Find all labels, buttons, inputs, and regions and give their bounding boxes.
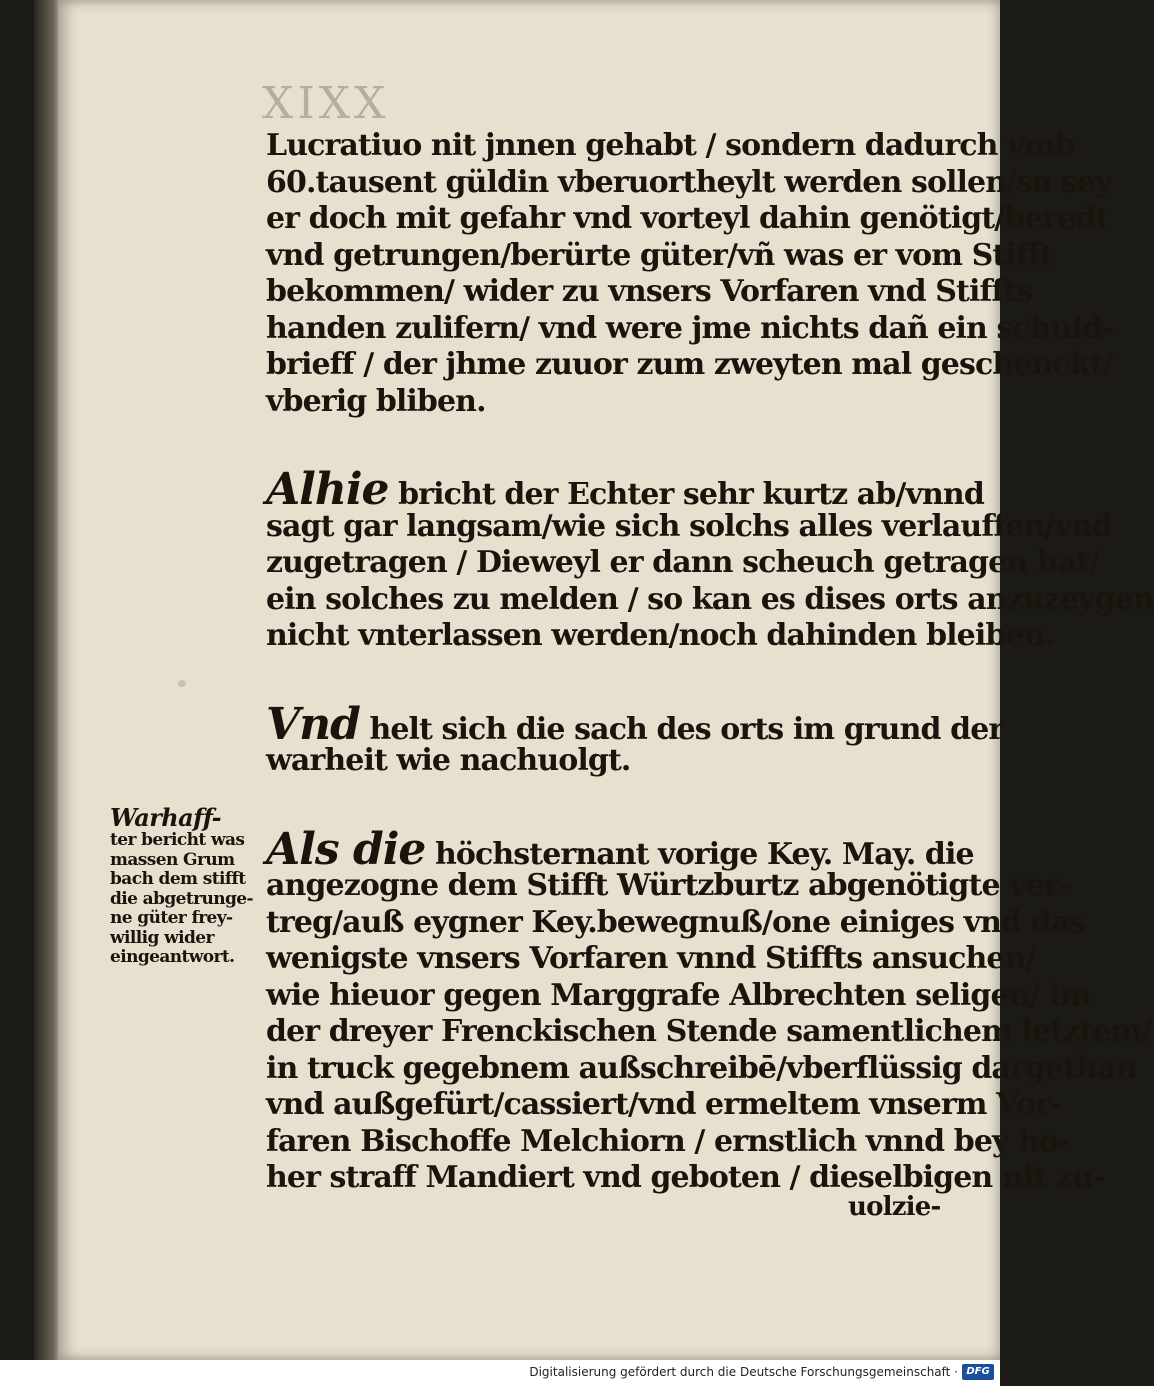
text-line (266, 464, 990, 515)
text-line (266, 698, 1004, 750)
paragraph-4 (266, 823, 1152, 1197)
marginal-note-line: eingeantwort. (110, 947, 235, 967)
marginal-note-line: ter bericht was (110, 830, 245, 850)
dfg-logo-icon: DFG (962, 1364, 994, 1380)
line-rest: höchsternant vorige Key. May. die (425, 836, 974, 872)
text-line: wenigste vnsers Vorfaren vnnd Stiffts ansuchen/ (266, 941, 1036, 976)
paragraph-3 (266, 698, 1004, 780)
initial-word: Alhie (266, 464, 389, 515)
footer-bar (0, 1360, 1000, 1386)
text-line: vnd getrungen/berürte güter/vñ was er vom Stifft (266, 237, 1053, 273)
catchword: uolzie- (848, 1192, 941, 1222)
text-line: brieff / der jhme zuuor zum zweyten mal geschenckt/ (266, 347, 1113, 382)
initial-word: Als die (266, 823, 426, 875)
text-line: zugetragen / Dieweyl er dann scheuch getragen hat/ (266, 545, 1100, 580)
text-line: angezogne dem Stifft Würtzburtz abgenötigte ver- (266, 868, 1071, 903)
text-line: ein solches zu melden / so kan es dises orts anzuzeygen (266, 581, 1154, 617)
footer-credit: Digitalisierung gefördert durch die Deutsche Forschungsgemeinschaft · (529, 1365, 958, 1379)
marginal-note-line: ne güter frey- (110, 908, 233, 928)
main-text (266, 128, 1154, 1249)
text-line: 60.tausent güldin vberuortheylt werden sollen/so sey (266, 164, 1112, 200)
ink-spot (178, 680, 186, 687)
text-line: bekommen/ wider zu vnsers Vorfaren vnd Stiffts (266, 274, 1033, 309)
text-line: in truck gegebnem außschreibē/vberflüssig dargethan (266, 1050, 1137, 1086)
marginal-note-line: die abgetrunge- (110, 888, 253, 909)
page-number: XIXX (262, 78, 390, 129)
marginal-note-line: bach dem stifft (110, 869, 246, 889)
marginal-note-line: massen Grum (110, 849, 235, 870)
text-line: er doch mit gefahr vnd vorteyl dahin genötigt/beredt (266, 201, 1109, 236)
initial-word: Vnd (266, 698, 360, 750)
text-line: treg/auß eygner Key.bewegnuß/one einiges vnd das (266, 904, 1086, 940)
text-line: der dreyer Frenckischen Stende samentlichem letztem/ (266, 1014, 1152, 1049)
text-line: handen zulifern/ vnd were jme nichts dañ ein schuld- (266, 310, 1114, 346)
marginal-note-line: willig wider (110, 927, 214, 948)
text-line: wie hieuor gegen Marggrafe Albrechten seligen/ im (266, 977, 1091, 1013)
text-line: warheit wie nachuolgt. (266, 743, 631, 778)
text-line: vnd außgefürt/cassiert/vnd ermeltem vnserm Vor- (266, 1087, 1062, 1122)
text-line: sagt gar langsam/wie sich solchs alles verlauffen/vnd (266, 508, 1113, 544)
text-line: her straff Mandiert vnd geboten / dieselbigen nit zu- (266, 1160, 1105, 1195)
text-line: Lucratiuo nit jnnen gehabt / sondern dadurch vmb (266, 128, 1075, 163)
marginal-note-line: Warhaff- (110, 803, 222, 832)
marginal-note (110, 805, 260, 968)
text-line (266, 823, 990, 875)
paragraph-1 (266, 128, 1114, 420)
text-line: vberig bliben. (266, 383, 486, 419)
line-rest: helt sich die sach des orts im grund der (359, 711, 1004, 747)
text-line: faren Bischoffe Melchiorn / ernstlich vnnd bey ho- (266, 1123, 1070, 1159)
paragraph-2 (266, 464, 1154, 655)
text-line: nicht vnterlassen werden/noch dahinden bleiben. (266, 618, 1055, 653)
line-rest: bricht der Echter sehr kurtz ab/vnnd (388, 477, 984, 512)
